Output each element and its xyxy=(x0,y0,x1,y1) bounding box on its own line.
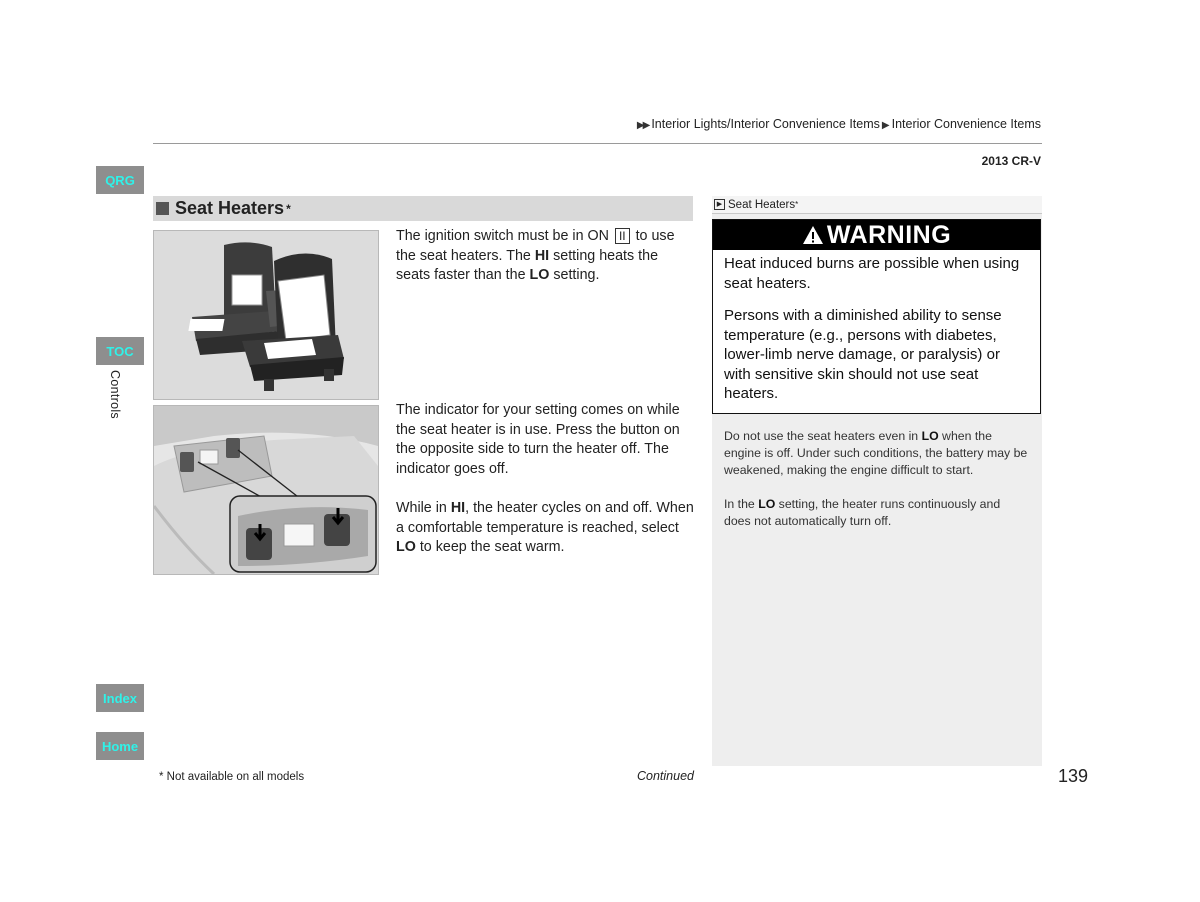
arrow-icon: ▶ xyxy=(881,120,890,131)
note2-text-a: In the xyxy=(724,497,759,511)
chapter-label: Controls xyxy=(108,370,122,419)
paragraph-indicator: The indicator for your setting comes on while the seat heater is in use. Press the button on the opposite side to turn the heater off. The indicator goes off. xyxy=(396,402,680,477)
reference-mark-icon: ▶ xyxy=(714,199,725,210)
paragraph-ignition xyxy=(396,227,696,286)
sidebar-asterisk: * xyxy=(795,200,799,209)
p1-lo: LO xyxy=(529,267,550,283)
warning-text-1: Heat induced burns are possible when using seat heaters. xyxy=(724,255,1020,292)
breadcrumb-item-2[interactable]: Interior Convenience Items xyxy=(891,117,1041,131)
p3-text-c: to keep the seat warm. xyxy=(415,539,565,555)
warning-triangle-icon xyxy=(802,225,824,245)
warning-text-2: Persons with a diminished ability to sense temperature (e.g., persons with diabetes, lower-limb nerve damage, or paralysis) or with sensitive skin should not use seat heaters. xyxy=(724,307,1002,402)
sidebar-title-text: Seat Heaters xyxy=(728,198,796,211)
p1-text-d: setting. xyxy=(549,267,600,283)
p3-hi: HI xyxy=(450,500,466,516)
breadcrumb xyxy=(637,117,1041,131)
index-button[interactable]: Index xyxy=(96,684,144,712)
button-illustration-icon xyxy=(154,406,378,574)
qrg-button[interactable]: QRG xyxy=(96,166,144,194)
note-engine-off xyxy=(724,428,1029,479)
seat-illustration-icon xyxy=(154,231,378,399)
section-title: Seat Heaters xyxy=(175,198,285,218)
seats-illustration xyxy=(153,230,379,400)
square-bullet-icon xyxy=(156,202,169,215)
breadcrumb-item-1[interactable]: Interior Lights/Interior Convenience Items xyxy=(651,117,880,131)
note2-lo: LO xyxy=(758,497,776,511)
note-lo-setting xyxy=(724,496,1029,530)
model-label: 2013 CR-V xyxy=(981,154,1041,168)
footnote: * Not available on all models xyxy=(159,771,305,783)
section-header xyxy=(153,196,693,221)
p1-text-c: setting heats the seats faster than the xyxy=(396,247,659,283)
paragraph-hi-cycle xyxy=(396,499,696,558)
note1-text-a: Do not use the seat heaters even in xyxy=(724,429,922,443)
sidebar-title xyxy=(712,196,1042,214)
section-asterisk: * xyxy=(286,201,291,216)
continued-label: Continued xyxy=(637,769,694,783)
ignition-position-ii: II xyxy=(615,228,630,244)
warning-label: WARNING xyxy=(826,220,952,249)
note1-lo: LO xyxy=(921,429,939,443)
p1-text-b: to use the seat heaters. The xyxy=(396,228,675,264)
note2-text-b: setting, the heater runs continuously and does not automatically turn off. xyxy=(724,497,1001,528)
p1-text-a: The ignition switch must be in ON xyxy=(396,228,613,244)
toc-button[interactable]: TOC xyxy=(96,337,144,365)
console-buttons-illustration xyxy=(153,405,379,575)
home-button[interactable]: Home xyxy=(96,732,144,760)
warning-header xyxy=(713,220,1040,250)
double-arrow-icon: ▶▶ xyxy=(636,120,649,131)
p3-text-a: While in xyxy=(396,500,451,516)
page-number: 139 xyxy=(1058,766,1089,786)
header-rule xyxy=(153,143,1042,144)
note1-text-b: when the engine is off. Under such conditions, the battery may be weakened, making the engine difficult to start. xyxy=(724,429,1028,477)
p3-lo: LO xyxy=(396,539,416,555)
p1-hi: HI xyxy=(534,247,550,264)
p3-text-b: , the heater cycles on and off. When a comfortable temperature is reached, select xyxy=(396,500,694,536)
